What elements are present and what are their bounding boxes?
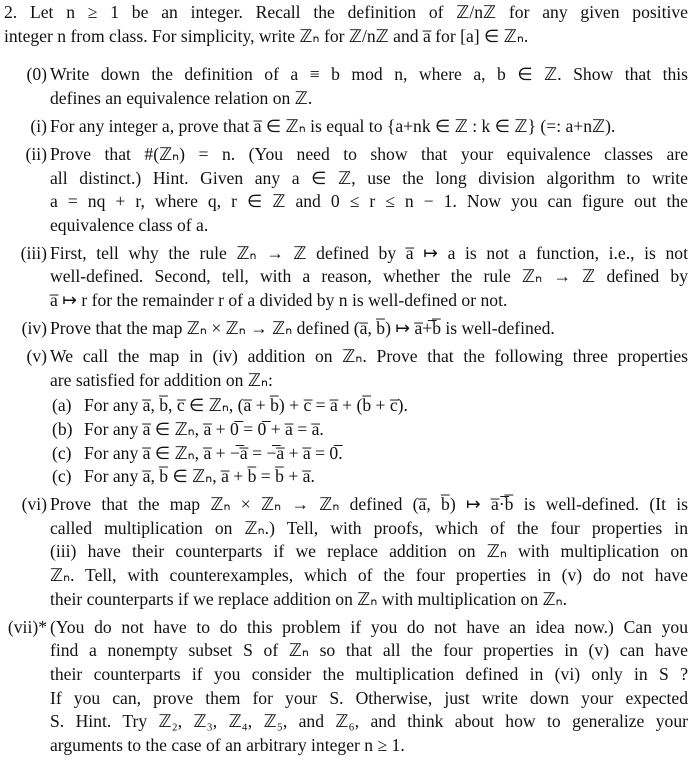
sub-part (4, 394, 688, 418)
part-line: their counterparts if you consider the multiplication defined in (vi) only in S ? (50, 663, 688, 684)
part-line: are satisfied for addition on ℤₙ: (50, 369, 273, 390)
sub-part-label: (b) (52, 419, 73, 439)
part-line: find a nonempty subset S of ℤₙ so that all the four properties in (v) can have (50, 640, 688, 661)
sub-part (4, 442, 688, 466)
part-line: all distinct.) Hint. Given any a ∈ ℤ, use the long division algorithm to write (50, 167, 688, 188)
problem-number: 2. (4, 2, 18, 22)
part-label: (ii) (25, 143, 47, 164)
part-line: (iii) have their counterparts if we replace addition on ℤₙ with multiplication on (50, 541, 688, 562)
part-label: (vii)* (7, 616, 47, 637)
part-line: Prove that the map ℤₙ × ℤₙ → ℤₙ defined (a̅, b̅) ↦ a̅·̅b̅ is well-defined. (It is (50, 494, 688, 515)
part-label: (vi) (21, 494, 47, 515)
problem-part (4, 616, 688, 758)
sub-part-label: (c) (52, 442, 72, 463)
part-line: For any integer a, prove that a̅ ∈ ℤₙ is equal to {a+nk ∈ ℤ : k ∈ ℤ} (=: a+nℤ). (50, 115, 616, 136)
problem-part (4, 143, 688, 237)
part-line: Prove that #(ℤₙ) = n. (You need to show that your equivalence classes are (50, 143, 688, 164)
part-label: (i) (30, 115, 47, 136)
part-line: ℤₙ. Tell, with counterexamples, which of the four properties in (v) do not have (50, 565, 688, 586)
sub-part-label: (c) (52, 466, 72, 487)
sub-part-text: For any a̅ ∈ ℤₙ, a̅ + 0̅ = 0̅ + a̅ = a̅. (84, 419, 324, 439)
intro-line: integer n from class. For simplicity, write ℤₙ for ℤ/nℤ and a̅ for [a] ∈ ℤₙ. (4, 25, 529, 46)
problem-part (4, 115, 688, 139)
problem-part (4, 242, 688, 313)
part-label: (iv) (21, 318, 47, 339)
problem-part (4, 493, 688, 611)
part-line: S. Hint. Try ℤ₂, ℤ₃, ℤ₄, ℤ₅, and ℤ₆, and think about how to generalize your (50, 711, 688, 732)
part-line: arguments to the case of an arbitrary integer n ≥ 1. (50, 734, 405, 755)
intro-line (4, 1, 688, 25)
problem-part (4, 63, 688, 110)
intro-text: Let n ≥ 1 be an integer. Recall the definition of ℤ/nℤ for any given positive (29, 2, 688, 22)
part-label: (iii) (20, 242, 47, 263)
sub-part-label: (a) (52, 395, 72, 416)
problem-part (4, 317, 688, 341)
part-line: First, tell why the rule ℤₙ → ℤ defined by a̅ ↦ a is not a function, i.e., is not (50, 242, 688, 263)
part-line: a = nq + r, where q, r ∈ ℤ and 0 ≤ r ≤ n − 1. Now you can figure out the (50, 191, 688, 212)
part-line: (You do not have to do this problem if you do not have an idea now.) Can you (50, 616, 688, 637)
part-line: Write down the definition of a ≡ b mod n, where a, b ∈ ℤ. Show that this (50, 64, 688, 85)
part-line: well-defined. Second, tell, with a reason, whether the rule ℤₙ → ℤ defined by (50, 266, 688, 287)
problem-part (4, 345, 688, 392)
part-line: called multiplication on ℤₙ.) Tell, with proofs, which of the four properties in (50, 517, 688, 538)
part-label: (0) (26, 64, 47, 85)
part-line: defines an equivalence relation on ℤ. (50, 87, 313, 108)
sub-part-text: For any a̅ ∈ ℤₙ, a̅ + −̅a̅ = −̅a̅ + a̅ = 0̅. (84, 442, 343, 463)
part-line: We call the map in (iv) addition on ℤₙ. Prove that the following three properties (50, 346, 688, 367)
sub-part-text: For any a̅, b̅, c̅ ∈ ℤₙ, (a̅ + b̅) + c̅ = a̅ + (b̅ + c̅). (84, 395, 408, 416)
problem-sheet (4, 1, 688, 757)
part-line: equivalence class of a. (50, 214, 209, 235)
sub-part (4, 465, 688, 489)
problem-intro (4, 1, 688, 48)
part-label: (v) (26, 346, 47, 367)
part-line: their counterparts if we replace addition on ℤₙ with multiplication on ℤₙ. (50, 588, 568, 609)
part-line: a̅ ↦ r for the remainder r of a divided by n is well-defined or not. (50, 290, 508, 311)
sub-part-text: For any a̅, b̅ ∈ ℤₙ, a̅ + b̅ = b̅ + a̅. (84, 466, 315, 487)
part-line: Prove that the map ℤₙ × ℤₙ → ℤₙ defined (a̅, b̅) ↦ a̅+̅b̅ is well-defined. (50, 318, 555, 339)
part-line: If you can, prove them for your S. Otherwise, just write down your expected (50, 687, 688, 708)
sub-part (4, 418, 688, 442)
